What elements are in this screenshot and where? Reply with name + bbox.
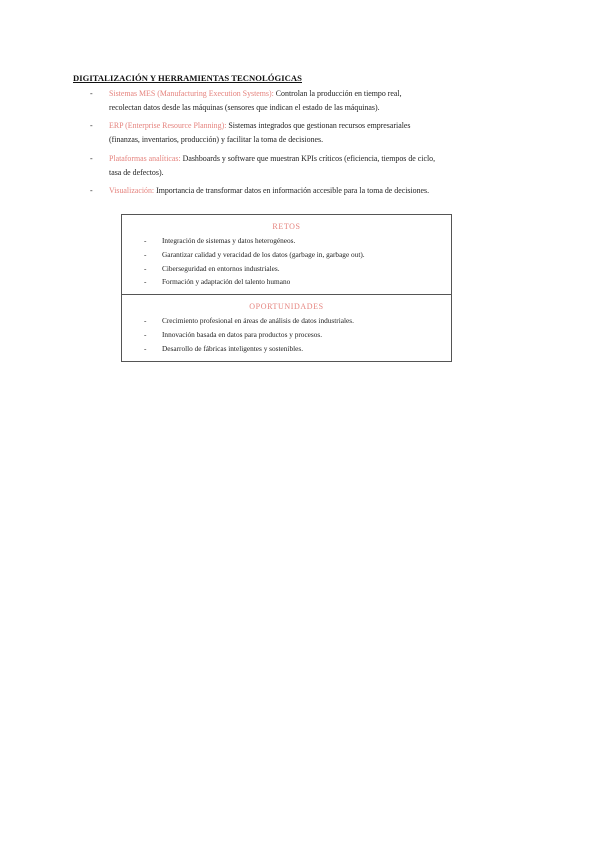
retos-section <box>122 215 451 294</box>
list-item <box>144 314 451 328</box>
term-erp: ERP (Enterprise Resource Planning): <box>109 121 227 131</box>
list-item <box>144 262 451 276</box>
list-item <box>144 328 451 342</box>
list-dash: - <box>90 121 93 131</box>
oportunidades-section <box>122 294 451 360</box>
list-item <box>144 342 451 356</box>
retos-oportunidades-box <box>121 214 452 362</box>
oportunidad-text: Innovación basada en datos para productos y procesos. <box>162 329 323 339</box>
desc-plataformas-line1: Dashboards y software que muestran KPIs críticos (eficiencia, tiempos de ciclo, <box>182 153 436 163</box>
reto-text: Formación y adaptación del talento humano <box>162 277 291 287</box>
desc-mes-line2: recolectan datos desde las máquinas (sensores que indican el estado de las máquinas). <box>109 102 380 112</box>
desc-mes-line1: Controlan la producción en tiempo real, <box>275 89 402 98</box>
oportunidad-text: Crecimiento profesional en áreas de análisis de datos industriales. <box>162 316 354 326</box>
oportunidad-text: Desarrollo de fábricas inteligentes y sostenibles. <box>162 343 304 353</box>
list-dash: - <box>144 343 147 353</box>
list-dash: - <box>90 153 93 163</box>
list-item-mes <box>90 87 530 114</box>
retos-title: RETOS <box>272 222 301 231</box>
oportunidades-title: OPORTUNIDADES <box>249 302 324 312</box>
list-dash: - <box>144 249 147 259</box>
page-heading: DIGITALIZACIÓN Y HERRAMIENTAS TECNOLÓGICAS <box>73 73 302 83</box>
list-dash: - <box>144 236 147 245</box>
list-dash: - <box>144 316 147 326</box>
list-item <box>144 248 451 262</box>
list-dash: - <box>90 186 93 196</box>
term-mes: Sistemas MES (Manufacturing Execution Systems): <box>109 89 274 98</box>
list-item <box>144 275 451 289</box>
list-item-plataformas <box>90 152 530 179</box>
list-dash: - <box>144 277 147 287</box>
reto-text: Integración de sistemas y datos heterogéneos. <box>162 236 296 245</box>
list-dash: - <box>90 89 93 98</box>
tools-list <box>90 87 530 203</box>
list-dash: - <box>144 329 147 339</box>
retos-list <box>122 234 451 289</box>
term-plataformas: Plataformas analíticas: <box>109 153 181 163</box>
list-item <box>144 234 451 248</box>
desc-erp-line2: (finanzas, inventarios, producción) y facilitar la toma de decisiones. <box>109 135 324 145</box>
desc-erp-line1: Sistemas integrados que gestionan recursos empresariales <box>228 121 411 131</box>
list-dash: - <box>144 263 147 273</box>
desc-plataformas-line2: tasa de defectos). <box>109 167 164 177</box>
list-item-erp <box>90 119 530 146</box>
term-visualizacion: Visualización: <box>109 186 155 196</box>
reto-text: Ciberseguridad en entornos industriales. <box>162 263 280 273</box>
desc-visualizacion-line1: Importancia de transformar datos en información accesible para la toma de decisiones. <box>156 186 430 196</box>
oportunidades-list <box>122 314 451 355</box>
list-item-visualizacion <box>90 184 530 198</box>
reto-text: Garantizar calidad y veracidad de los datos (garbage in, garbage out). <box>162 249 365 259</box>
